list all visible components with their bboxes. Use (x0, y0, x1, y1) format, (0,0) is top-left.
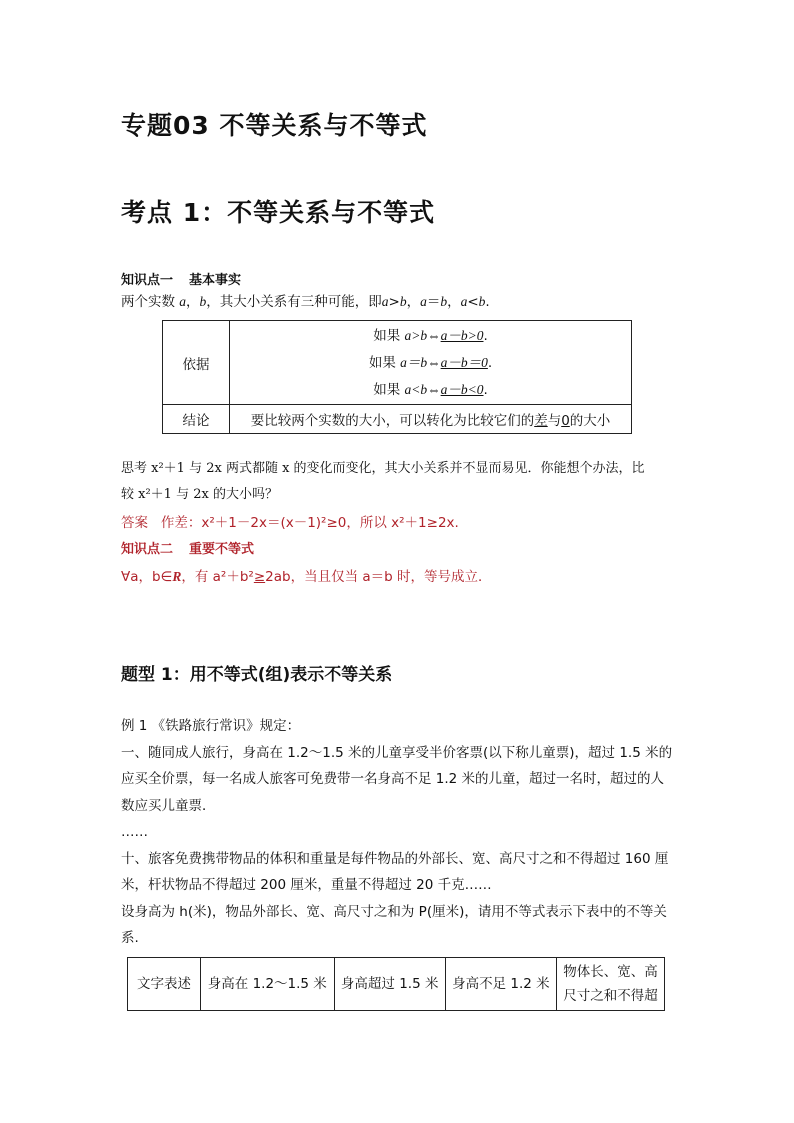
line-end: . (483, 382, 488, 398)
example-line: 应买全价票，每一名成人旅客可免费带一名身高不足 1.2 米的儿童，超过一名时，超过的人 (121, 771, 665, 787)
relation-op: > (388, 294, 400, 310)
table-row (163, 405, 632, 434)
header-cell (556, 958, 664, 1011)
line-rhs: a－b<0 (440, 382, 484, 397)
example-line: 系. (121, 930, 139, 946)
table-row (128, 958, 665, 1011)
inequality-table (127, 957, 665, 1011)
example-line: 设身高为 h(米)，物品外部长、宽、高尺寸之和为 P(厘米)，请用不等式表示下表中的不等关 (121, 903, 667, 920)
basis-cell (230, 321, 632, 405)
var-b: b (478, 294, 486, 309)
example-line: 米，杆状物品不得超过 200 厘米，重量不得超过 20 千克…… (121, 877, 492, 893)
header-line: 物体长、宽、高 (563, 964, 658, 980)
intro-comma: ， (447, 294, 461, 310)
basis-line (231, 376, 630, 403)
real-set-symbol: R (172, 569, 182, 584)
think-line: 思考 x²＋1 与 2x 两式都随 x 的变化而变化，其大小关系并不显而易见．你能想个办法，比 (121, 461, 645, 476)
conclusion-text: 要比较两个实数的大小，可以转化为比较它们的 (250, 413, 535, 429)
kaodian-heading: 考点 1：不等关系与不等式 (121, 198, 436, 227)
intro-sentence (121, 293, 490, 311)
var-a: a (179, 294, 187, 309)
example-line: 十、旅客免费携带物品的体积和重量是每件物品的外部长、宽、高尺寸之和不得超过 160 厘 (121, 850, 669, 867)
var-a: a (460, 294, 468, 309)
header-cell: 身高在 1.2～1.5 米 (201, 958, 335, 1011)
question-type-heading: 题型 1：用不等式(组)表示不等关系 (121, 665, 393, 685)
basic-fact-table (162, 320, 632, 434)
answer (121, 511, 459, 531)
intro-period: . (485, 294, 490, 310)
knowledge-point-1-heading (121, 269, 241, 288)
conclusion-underline: 0 (561, 413, 570, 429)
intro-comma: ， (186, 294, 200, 310)
var-b: b (440, 294, 448, 309)
conclusion-label: 结论 (163, 405, 230, 434)
line-prefix: 如果 (373, 328, 405, 344)
think-question (121, 456, 681, 508)
line-prefix: 如果 (373, 382, 405, 398)
header-line: 尺寸之和不得超 (563, 988, 658, 1004)
example-1 (121, 713, 677, 952)
line-rhs: a－b>0 (440, 328, 484, 343)
conclusion-text: 与 (547, 413, 562, 429)
important-inequality (121, 565, 492, 585)
example-line: 一、随同成人旅行，身高在 1.2～1.5 米的儿童享受半价客票(以下称儿童票)，超过 1.5 米的 (121, 744, 673, 761)
header-cell: 身高超过 1.5 米 (334, 958, 445, 1011)
kp2-name: 重要不等式 (189, 542, 255, 557)
header-cell: 身高不足 1.2 米 (445, 958, 556, 1011)
line-rhs: a－b＝0 (440, 355, 488, 370)
line-lhs: a>b⇔ (404, 328, 441, 343)
var-b: b (199, 294, 207, 309)
var-a: a (420, 294, 427, 309)
kp1-name: 基本事实 (189, 273, 242, 288)
example-line: …… (121, 824, 148, 840)
relation-op: < (467, 294, 479, 310)
line-lhs: a＝b⇔ (400, 355, 441, 370)
fact-text: ∀a，b∈ (121, 569, 173, 585)
intro-text: 两个实数 (121, 294, 180, 310)
answer-text: 作差：x²＋1－2x＝(x－1)²≥0，所以 x²＋1≥2x. (160, 515, 459, 531)
example-line: 例 1 《铁路旅行常识》规定： (121, 718, 301, 734)
line-lhs: a<b⇔ (404, 382, 441, 397)
var-b: b (399, 294, 407, 309)
table-row (163, 321, 632, 405)
line-prefix: 如果 (368, 355, 401, 371)
basis-line (231, 349, 630, 376)
header-cell: 文字表述 (128, 958, 201, 1011)
knowledge-point-2-heading (121, 538, 254, 557)
intro-comma: ， (406, 294, 421, 310)
conclusion-underline: 差 (534, 413, 548, 429)
answer-label: 答案 (121, 515, 148, 531)
intro-text: ，其大小关系有三种可能，即 (206, 294, 382, 310)
basis-label: 依据 (163, 321, 230, 405)
example-line: 数应买儿童票． (121, 797, 216, 814)
conclusion-cell (230, 405, 632, 434)
kp1-number: 知识点一 (121, 273, 174, 288)
basis-line (231, 322, 630, 349)
fact-underline: ≥ (253, 569, 266, 585)
fact-text: 2ab，当且仅当 a＝b 时，等号成立． (265, 569, 492, 585)
think-line: 较 x²＋1 与 2x 的大小吗？ (121, 487, 278, 502)
line-end: . (483, 328, 488, 344)
conclusion-text: 的大小 (569, 413, 611, 429)
fact-text: ，有 a²＋b² (181, 569, 254, 585)
relation-op: ＝ (426, 294, 441, 310)
line-end: . (487, 355, 493, 371)
document-title: 专题03 不等关系与不等式 (121, 111, 428, 140)
var-a: a (381, 294, 389, 309)
kp2-number: 知识点二 (121, 542, 174, 557)
